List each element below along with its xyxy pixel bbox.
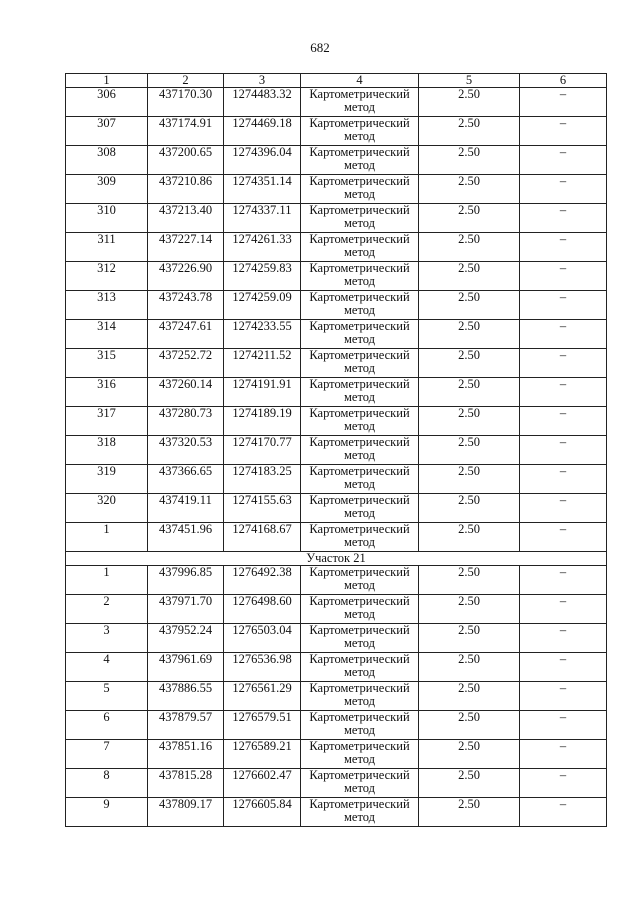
dash-cell: – — [520, 407, 607, 436]
method-text-line1: Картометрический — [309, 290, 410, 304]
method-cell — [301, 711, 419, 740]
method-text-line2: метод — [343, 448, 375, 462]
table-row — [66, 349, 607, 378]
table-row — [66, 146, 607, 175]
method-text-line2: метод — [343, 752, 375, 766]
x-coordinate-cell: 437210.86 — [148, 175, 224, 204]
table-row — [66, 682, 607, 711]
point-number-cell: 6 — [66, 711, 148, 740]
method-text-line1: Картометрический — [309, 565, 410, 579]
method-cell — [301, 291, 419, 320]
y-coordinate-cell: 1274155.63 — [224, 494, 301, 523]
dash-cell: – — [520, 566, 607, 595]
method-cell — [301, 117, 419, 146]
coordinates-table — [65, 73, 607, 827]
point-number-cell: 306 — [66, 88, 148, 117]
y-coordinate-cell: 1274261.33 — [224, 233, 301, 262]
table-row — [66, 262, 607, 291]
y-coordinate-cell: 1274211.52 — [224, 349, 301, 378]
point-number-cell: 309 — [66, 175, 148, 204]
method-cell — [301, 523, 419, 552]
x-coordinate-cell: 437243.78 — [148, 291, 224, 320]
y-coordinate-cell: 1276498.60 — [224, 595, 301, 624]
x-coordinate-cell: 437451.96 — [148, 523, 224, 552]
point-number-cell: 316 — [66, 378, 148, 407]
x-coordinate-cell: 437419.11 — [148, 494, 224, 523]
method-cell — [301, 233, 419, 262]
method-cell — [301, 436, 419, 465]
table-row — [66, 523, 607, 552]
point-number-cell: 3 — [66, 624, 148, 653]
accuracy-cell: 2.50 — [419, 407, 520, 436]
method-text-line2: метод — [343, 216, 375, 230]
accuracy-cell: 2.50 — [419, 465, 520, 494]
accuracy-cell: 2.50 — [419, 523, 520, 552]
method-text-line1: Картометрический — [309, 145, 410, 159]
accuracy-cell: 2.50 — [419, 769, 520, 798]
method-cell — [301, 624, 419, 653]
method-text-line2: метод — [343, 303, 375, 317]
table-row — [66, 711, 607, 740]
method-text-line2: метод — [343, 607, 375, 621]
dash-cell: – — [520, 595, 607, 624]
column-header-5: 5 — [419, 74, 520, 88]
y-coordinate-cell: 1276579.51 — [224, 711, 301, 740]
x-coordinate-cell: 437996.85 — [148, 566, 224, 595]
table-row — [66, 653, 607, 682]
x-coordinate-cell: 437815.28 — [148, 769, 224, 798]
table-row — [66, 378, 607, 407]
table-row — [66, 175, 607, 204]
accuracy-cell: 2.50 — [419, 262, 520, 291]
method-cell — [301, 349, 419, 378]
method-text-line2: метод — [343, 506, 375, 520]
y-coordinate-cell: 1274233.55 — [224, 320, 301, 349]
point-number-cell: 315 — [66, 349, 148, 378]
method-text-line1: Картометрический — [309, 406, 410, 420]
accuracy-cell: 2.50 — [419, 378, 520, 407]
dash-cell: – — [520, 88, 607, 117]
x-coordinate-cell: 437366.65 — [148, 465, 224, 494]
table-row — [66, 494, 607, 523]
accuracy-cell: 2.50 — [419, 88, 520, 117]
x-coordinate-cell: 437809.17 — [148, 798, 224, 827]
y-coordinate-cell: 1276589.21 — [224, 740, 301, 769]
method-text-line1: Картометрический — [309, 739, 410, 753]
method-cell — [301, 653, 419, 682]
method-cell — [301, 262, 419, 291]
point-number-cell: 2 — [66, 595, 148, 624]
y-coordinate-cell: 1274259.83 — [224, 262, 301, 291]
dash-cell: – — [520, 682, 607, 711]
dash-cell: – — [520, 653, 607, 682]
method-text-line2: метод — [343, 390, 375, 404]
dash-cell: – — [520, 465, 607, 494]
method-cell — [301, 769, 419, 798]
method-text-line1: Картометрический — [309, 797, 410, 811]
accuracy-cell: 2.50 — [419, 682, 520, 711]
method-cell — [301, 146, 419, 175]
method-text-line1: Картометрический — [309, 232, 410, 246]
table-row — [66, 233, 607, 262]
table-body — [66, 88, 607, 827]
x-coordinate-cell: 437961.69 — [148, 653, 224, 682]
table-row — [66, 436, 607, 465]
accuracy-cell: 2.50 — [419, 233, 520, 262]
method-text-line1: Картометрический — [309, 319, 410, 333]
column-header-4: 4 — [301, 74, 419, 88]
method-cell — [301, 204, 419, 233]
dash-cell: – — [520, 798, 607, 827]
y-coordinate-cell: 1274170.77 — [224, 436, 301, 465]
point-number-cell: 307 — [66, 117, 148, 146]
x-coordinate-cell: 437200.65 — [148, 146, 224, 175]
dash-cell: – — [520, 146, 607, 175]
dash-cell: – — [520, 117, 607, 146]
y-coordinate-cell: 1274483.32 — [224, 88, 301, 117]
method-text-line2: метод — [343, 129, 375, 143]
accuracy-cell: 2.50 — [419, 798, 520, 827]
method-cell — [301, 595, 419, 624]
x-coordinate-cell: 437174.91 — [148, 117, 224, 146]
table-row — [66, 465, 607, 494]
y-coordinate-cell: 1274191.91 — [224, 378, 301, 407]
method-text-line2: метод — [343, 578, 375, 592]
dash-cell: – — [520, 291, 607, 320]
method-text-line1: Картометрический — [309, 493, 410, 507]
dash-cell: – — [520, 349, 607, 378]
method-text-line1: Картометрический — [309, 261, 410, 275]
point-number-cell: 314 — [66, 320, 148, 349]
method-text-line1: Картометрический — [309, 174, 410, 188]
method-text-line1: Картометрический — [309, 377, 410, 391]
method-text-line1: Картометрический — [309, 623, 410, 637]
point-number-cell: 317 — [66, 407, 148, 436]
x-coordinate-cell: 437879.57 — [148, 711, 224, 740]
dash-cell: – — [520, 378, 607, 407]
method-text-line2: метод — [343, 158, 375, 172]
table-header — [66, 74, 607, 88]
method-cell — [301, 494, 419, 523]
dash-cell: – — [520, 624, 607, 653]
table-row — [66, 566, 607, 595]
table-row — [66, 407, 607, 436]
method-cell — [301, 798, 419, 827]
accuracy-cell: 2.50 — [419, 146, 520, 175]
dash-cell: – — [520, 262, 607, 291]
dash-cell: – — [520, 769, 607, 798]
dash-cell: – — [520, 233, 607, 262]
accuracy-cell: 2.50 — [419, 595, 520, 624]
accuracy-cell: 2.50 — [419, 349, 520, 378]
y-coordinate-cell: 1274396.04 — [224, 146, 301, 175]
y-coordinate-cell: 1276561.29 — [224, 682, 301, 711]
accuracy-cell: 2.50 — [419, 204, 520, 233]
method-text-line2: метод — [343, 781, 375, 795]
x-coordinate-cell: 437260.14 — [148, 378, 224, 407]
point-number-cell: 5 — [66, 682, 148, 711]
accuracy-cell: 2.50 — [419, 320, 520, 349]
method-text-line2: метод — [343, 477, 375, 491]
x-coordinate-cell: 437252.72 — [148, 349, 224, 378]
method-cell — [301, 88, 419, 117]
x-coordinate-cell: 437971.70 — [148, 595, 224, 624]
accuracy-cell: 2.50 — [419, 436, 520, 465]
point-number-cell: 8 — [66, 769, 148, 798]
method-text-line1: Картометрический — [309, 768, 410, 782]
point-number-cell: 1 — [66, 566, 148, 595]
x-coordinate-cell: 437213.40 — [148, 204, 224, 233]
method-text-line2: метод — [343, 694, 375, 708]
x-coordinate-cell: 437227.14 — [148, 233, 224, 262]
dash-cell: – — [520, 436, 607, 465]
table-row — [66, 320, 607, 349]
method-text-line1: Картометрический — [309, 652, 410, 666]
table-row — [66, 291, 607, 320]
method-text-line1: Картометрический — [309, 203, 410, 217]
y-coordinate-cell: 1274259.09 — [224, 291, 301, 320]
method-text-line1: Картометрический — [309, 87, 410, 101]
header-row — [66, 74, 607, 88]
y-coordinate-cell: 1274351.14 — [224, 175, 301, 204]
accuracy-cell: 2.50 — [419, 291, 520, 320]
method-cell — [301, 465, 419, 494]
x-coordinate-cell: 437886.55 — [148, 682, 224, 711]
method-text-line1: Картометрический — [309, 464, 410, 478]
method-cell — [301, 407, 419, 436]
y-coordinate-cell: 1276605.84 — [224, 798, 301, 827]
x-coordinate-cell: 437247.61 — [148, 320, 224, 349]
page-number: 682 — [310, 40, 330, 55]
y-coordinate-cell: 1276503.04 — [224, 624, 301, 653]
column-header-6: 6 — [520, 74, 607, 88]
point-number-cell: 310 — [66, 204, 148, 233]
method-text-line1: Картометрический — [309, 116, 410, 130]
x-coordinate-cell: 437320.53 — [148, 436, 224, 465]
column-header-1: 1 — [66, 74, 148, 88]
y-coordinate-cell: 1276602.47 — [224, 769, 301, 798]
table-row — [66, 204, 607, 233]
point-number-cell: 1 — [66, 523, 148, 552]
table-row — [66, 595, 607, 624]
method-text-line2: метод — [343, 274, 375, 288]
accuracy-cell: 2.50 — [419, 740, 520, 769]
accuracy-cell: 2.50 — [419, 653, 520, 682]
accuracy-cell: 2.50 — [419, 566, 520, 595]
y-coordinate-cell: 1274168.67 — [224, 523, 301, 552]
point-number-cell: 313 — [66, 291, 148, 320]
method-text-line2: метод — [343, 723, 375, 737]
dash-cell: – — [520, 494, 607, 523]
dash-cell: – — [520, 175, 607, 204]
point-number-cell: 319 — [66, 465, 148, 494]
column-header-2: 2 — [148, 74, 224, 88]
dash-cell: – — [520, 711, 607, 740]
point-number-cell: 311 — [66, 233, 148, 262]
point-number-cell: 308 — [66, 146, 148, 175]
method-text-line2: метод — [343, 332, 375, 346]
point-number-cell: 320 — [66, 494, 148, 523]
x-coordinate-cell: 437952.24 — [148, 624, 224, 653]
y-coordinate-cell: 1276492.38 — [224, 566, 301, 595]
method-text-line2: метод — [343, 361, 375, 375]
dash-cell: – — [520, 204, 607, 233]
method-text-line2: метод — [343, 100, 375, 114]
accuracy-cell: 2.50 — [419, 711, 520, 740]
accuracy-cell: 2.50 — [419, 175, 520, 204]
method-text-line1: Картометрический — [309, 522, 410, 536]
method-cell — [301, 175, 419, 204]
y-coordinate-cell: 1274189.19 — [224, 407, 301, 436]
method-text-line2: метод — [343, 187, 375, 201]
point-number-cell: 9 — [66, 798, 148, 827]
method-text-line1: Картометрический — [309, 348, 410, 362]
y-coordinate-cell: 1274469.18 — [224, 117, 301, 146]
dash-cell: – — [520, 523, 607, 552]
point-number-cell: 318 — [66, 436, 148, 465]
x-coordinate-cell: 437851.16 — [148, 740, 224, 769]
method-text-line1: Картометрический — [309, 681, 410, 695]
method-text-line1: Картометрический — [309, 710, 410, 724]
method-cell — [301, 320, 419, 349]
method-cell — [301, 740, 419, 769]
table-row — [66, 769, 607, 798]
table-row — [66, 624, 607, 653]
method-text-line2: метод — [343, 245, 375, 259]
x-coordinate-cell: 437280.73 — [148, 407, 224, 436]
point-number-cell: 312 — [66, 262, 148, 291]
method-cell — [301, 378, 419, 407]
point-number-cell: 4 — [66, 653, 148, 682]
method-text-line2: метод — [343, 419, 375, 433]
y-coordinate-cell: 1274337.11 — [224, 204, 301, 233]
dash-cell: – — [520, 320, 607, 349]
method-cell — [301, 682, 419, 711]
table-row — [66, 88, 607, 117]
section-title: Участок 21 — [66, 552, 607, 566]
point-number-cell: 7 — [66, 740, 148, 769]
x-coordinate-cell: 437170.30 — [148, 88, 224, 117]
method-cell — [301, 566, 419, 595]
accuracy-cell: 2.50 — [419, 117, 520, 146]
method-text-line1: Картометрический — [309, 594, 410, 608]
table-row — [66, 740, 607, 769]
accuracy-cell: 2.50 — [419, 624, 520, 653]
section-row — [66, 552, 607, 566]
x-coordinate-cell: 437226.90 — [148, 262, 224, 291]
y-coordinate-cell: 1274183.25 — [224, 465, 301, 494]
method-text-line2: метод — [343, 810, 375, 824]
dash-cell: – — [520, 740, 607, 769]
method-text-line1: Картометрический — [309, 435, 410, 449]
method-text-line2: метод — [343, 535, 375, 549]
table-row — [66, 798, 607, 827]
table-row — [66, 117, 607, 146]
column-header-3: 3 — [224, 74, 301, 88]
y-coordinate-cell: 1276536.98 — [224, 653, 301, 682]
accuracy-cell: 2.50 — [419, 494, 520, 523]
method-text-line2: метод — [343, 636, 375, 650]
method-text-line2: метод — [343, 665, 375, 679]
